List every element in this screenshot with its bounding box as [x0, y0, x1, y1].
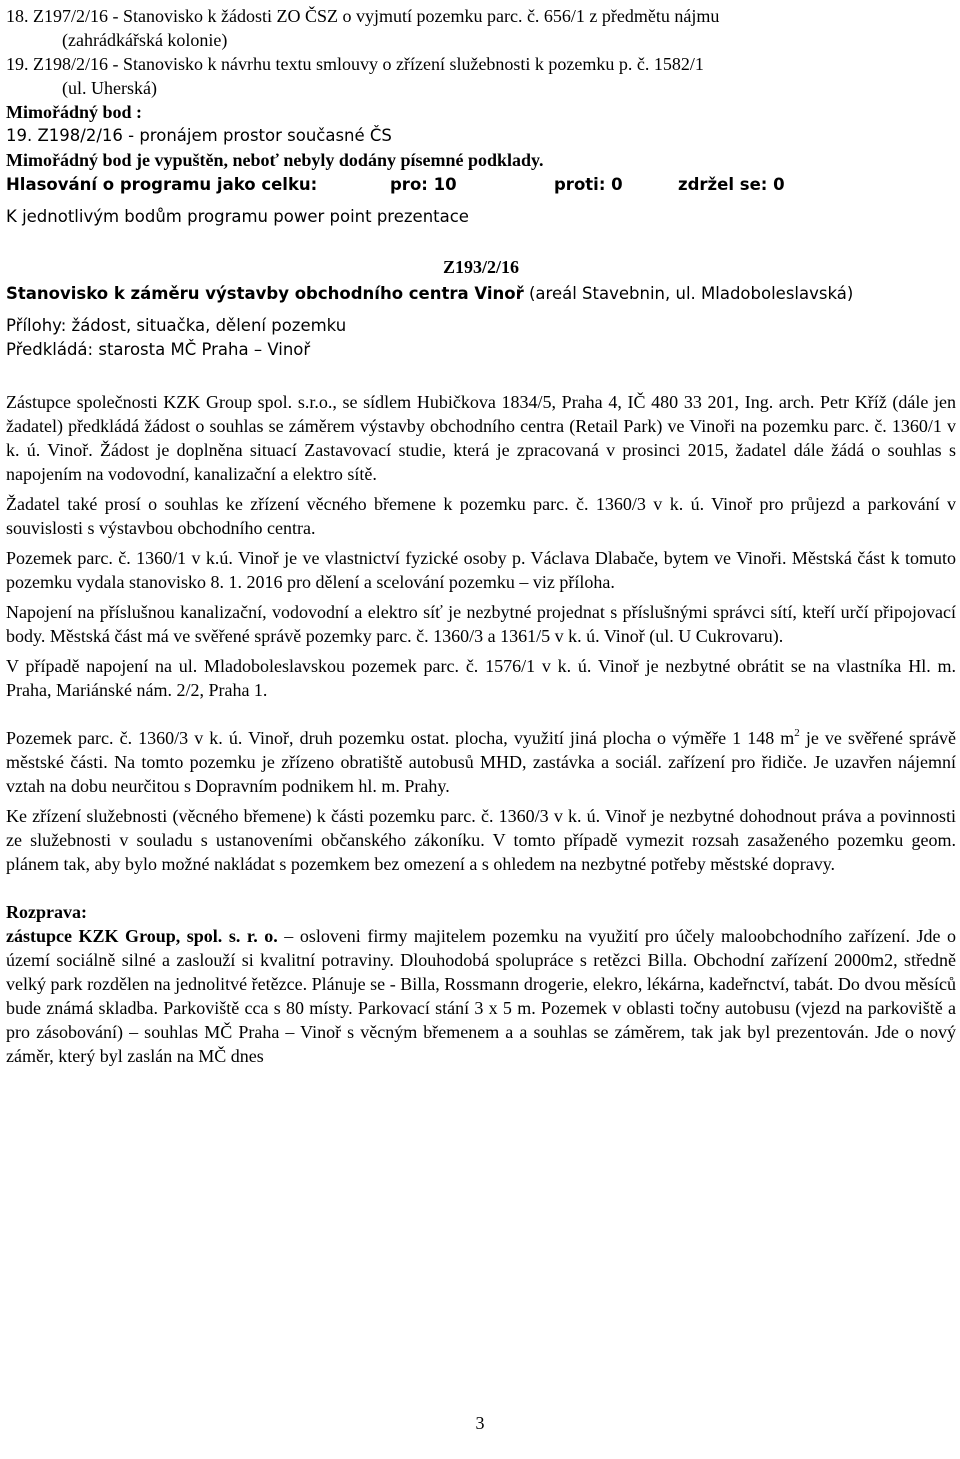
- agenda-item-18-continued: (zahrádkářská kolonie): [62, 30, 228, 50]
- paragraph-utilities: Napojení na příslušnou kanalizační, vodovodní a elektro síť je nezbytné projednat s příslušnými správci sítí, kteří určí připojovací body. Městská část má ve svěřené správě pozemky parc. č. 1360/3 a 1361/5 v k. ú. Vinoř (ul. U Cukrovaru).: [6, 602, 956, 646]
- agenda-item-18: 18. Z197/2/16 - Stanovisko k žádosti ZO ČSZ o vyjmutí pozemku parc. č. 656/1 z předmětu nájmu: [6, 6, 720, 26]
- area-unit-superscript: 2: [794, 727, 800, 739]
- paragraph-bus-turnaround-part2: je ve svěřené správě městské části. Na tomto pozemku je zřízeno obratiště autobusů MHD, zastávka a sociál. zařízení pro řidiče. Je uzavřen nájemní vztah na dobu neurčitou s Dopravním podnikem hl. m. Prahy.: [6, 728, 956, 796]
- debate-heading: Rozprava:: [6, 902, 87, 922]
- vote-proti: proti: 0: [554, 175, 623, 194]
- vote-zdrzel: zdržel se: 0: [678, 175, 785, 194]
- item-attachments: Přílohy: žádost, situačka, dělení pozemku: [6, 316, 347, 335]
- paragraph-land-ownership: Pozemek parc. č. 1360/1 v k.ú. Vinoř je ve vlastnictví fyzické osoby p. Václava Dlabače, bytem ve Vinoři. Městská část k tomuto pozemku vydala stanovisko 8. 1. 2016 pro dělení a scelování pozemku – viz příloha.: [6, 548, 956, 592]
- page-number: 3: [475, 1413, 485, 1433]
- vote-pro: pro: 10: [390, 175, 457, 194]
- item-title: [6, 281, 956, 306]
- extra-item-heading: Mimořádný bod :: [6, 102, 143, 122]
- item-code: Z193/2/16: [442, 257, 519, 277]
- paragraph-easement-terms: Ke zřízení služebnosti (věcného břemene) k části pozemku parc. č. 1360/3 v k. ú. Vinoř je nezbytné dohodnout práva a povinnosti ze služebnosti v souladu s ustanoveními občanského zákoníku. V tomto případě vymezit rozsah zasaženého pozemku geom. plánem tak, aby bylo možné nakládat s pozemkem bez omezení a s ohledem na nezbytné potřeby městské dopravy.: [6, 806, 956, 874]
- paragraph-request: Zástupce společnosti KZK Group spol. s.r.o., se sídlem Hubičkova 1834/5, Praha 4, IČ 480 33 201, Ing. arch. Petr Kříž (dále jen žadatel) předkládá žádost o souhlas se záměrem výstavby obchodního centra (Retail Park) ve Vinoři na pozemku parc. č. 1360/1 v k. ú. Vinoř. Žádost je doplněna situací Zastavovací studie, která je zpracovaná v prosinci 2015, žadatel dále žádá o souhlas s napojením na vodovodní, kanalizační a elektro sítě.: [6, 392, 956, 484]
- paragraph-easement-request: Žadatel také prosí o souhlas ke zřízení věcného břemene k pozemku parc. č. 1360/3 v k. ú. Vinoř pro průjezd a parkování v souvislosti s výstavbou obchodního centra.: [6, 494, 956, 538]
- item-title-rest: (areál Stavebnin, ul. Mladoboleslavská): [523, 284, 854, 303]
- program-vote: [6, 172, 956, 197]
- item-title-bold: Stanovisko k záměru výstavby obchodního centra Vinoř: [6, 284, 524, 303]
- paragraph-bus-turnaround-part1: Pozemek parc. č. 1360/3 v k. ú. Vinoř, druh pozemku ostat. plocha, využití jiná plocha o výměře 1 148 m: [6, 728, 795, 748]
- paragraph-road-connection: V případě napojení na ul. Mladoboleslavskou pozemek parc. č. 1576/1 v k. ú. Vinoř je nezbytné obrátit se na vlastníka Hl. m. Praha, Mariánské nám. 2/2, Praha 1.: [6, 656, 956, 700]
- extra-item-removed-note: Mimořádný bod je vypuštěn, neboť nebyly dodány písemné podklady.: [6, 150, 544, 170]
- item-presenter: Předkládá: starosta MČ Praha – Vinoř: [6, 340, 311, 359]
- debate-text: [6, 924, 956, 1068]
- document-page: [6, 4, 956, 1074]
- debate-speaker: zástupce KZK Group, spol. s. r. o.: [6, 926, 278, 946]
- agenda-item-19-continued: (ul. Uherská): [62, 78, 157, 98]
- debate-statement: – osloveni firmy majitelem pozemku na využití pro účely maloobchodního zařízení. Jde o území sociálně silné a zaslouží si kvalitní potraviny. Dlouhodobá spolupráce s retězci Billa. Obchodní zařízení 2000m2, středně velký park rozdělen na jednolitvé řetězce. Plánuje se - Billa, Rossmann drogerie, elekro, lékárna, kadeřnctví, tabát. Do dvou měsíců bude známá skladba. Parkoviště cca s 80 místy. Parkovací stání 3 x 5 m. Pozemek v oblasti točny autobusu (vjezd na parkoviště a pro zásobování) – souhlas MČ Praha – Vinoř s věcným břemenem a a souhlas se záměrem, tak jak byl prezentován. Jde o nový záměr, který byl zaslán na MČ dnes: [6, 926, 957, 1066]
- presentation-note: K jednotlivým bodům programu power point prezentace: [6, 207, 469, 226]
- extra-item: 19. Z198/2/16 - pronájem prostor současné ČS: [6, 126, 392, 145]
- vote-label: Hlasování o programu jako celku:: [6, 175, 318, 194]
- paragraph-bus-turnaround: [6, 726, 956, 798]
- agenda-item-19: 19. Z198/2/16 - Stanovisko k návrhu textu smlouvy o zřízení služebnosti k pozemku p. č. 1582/1: [6, 54, 704, 74]
